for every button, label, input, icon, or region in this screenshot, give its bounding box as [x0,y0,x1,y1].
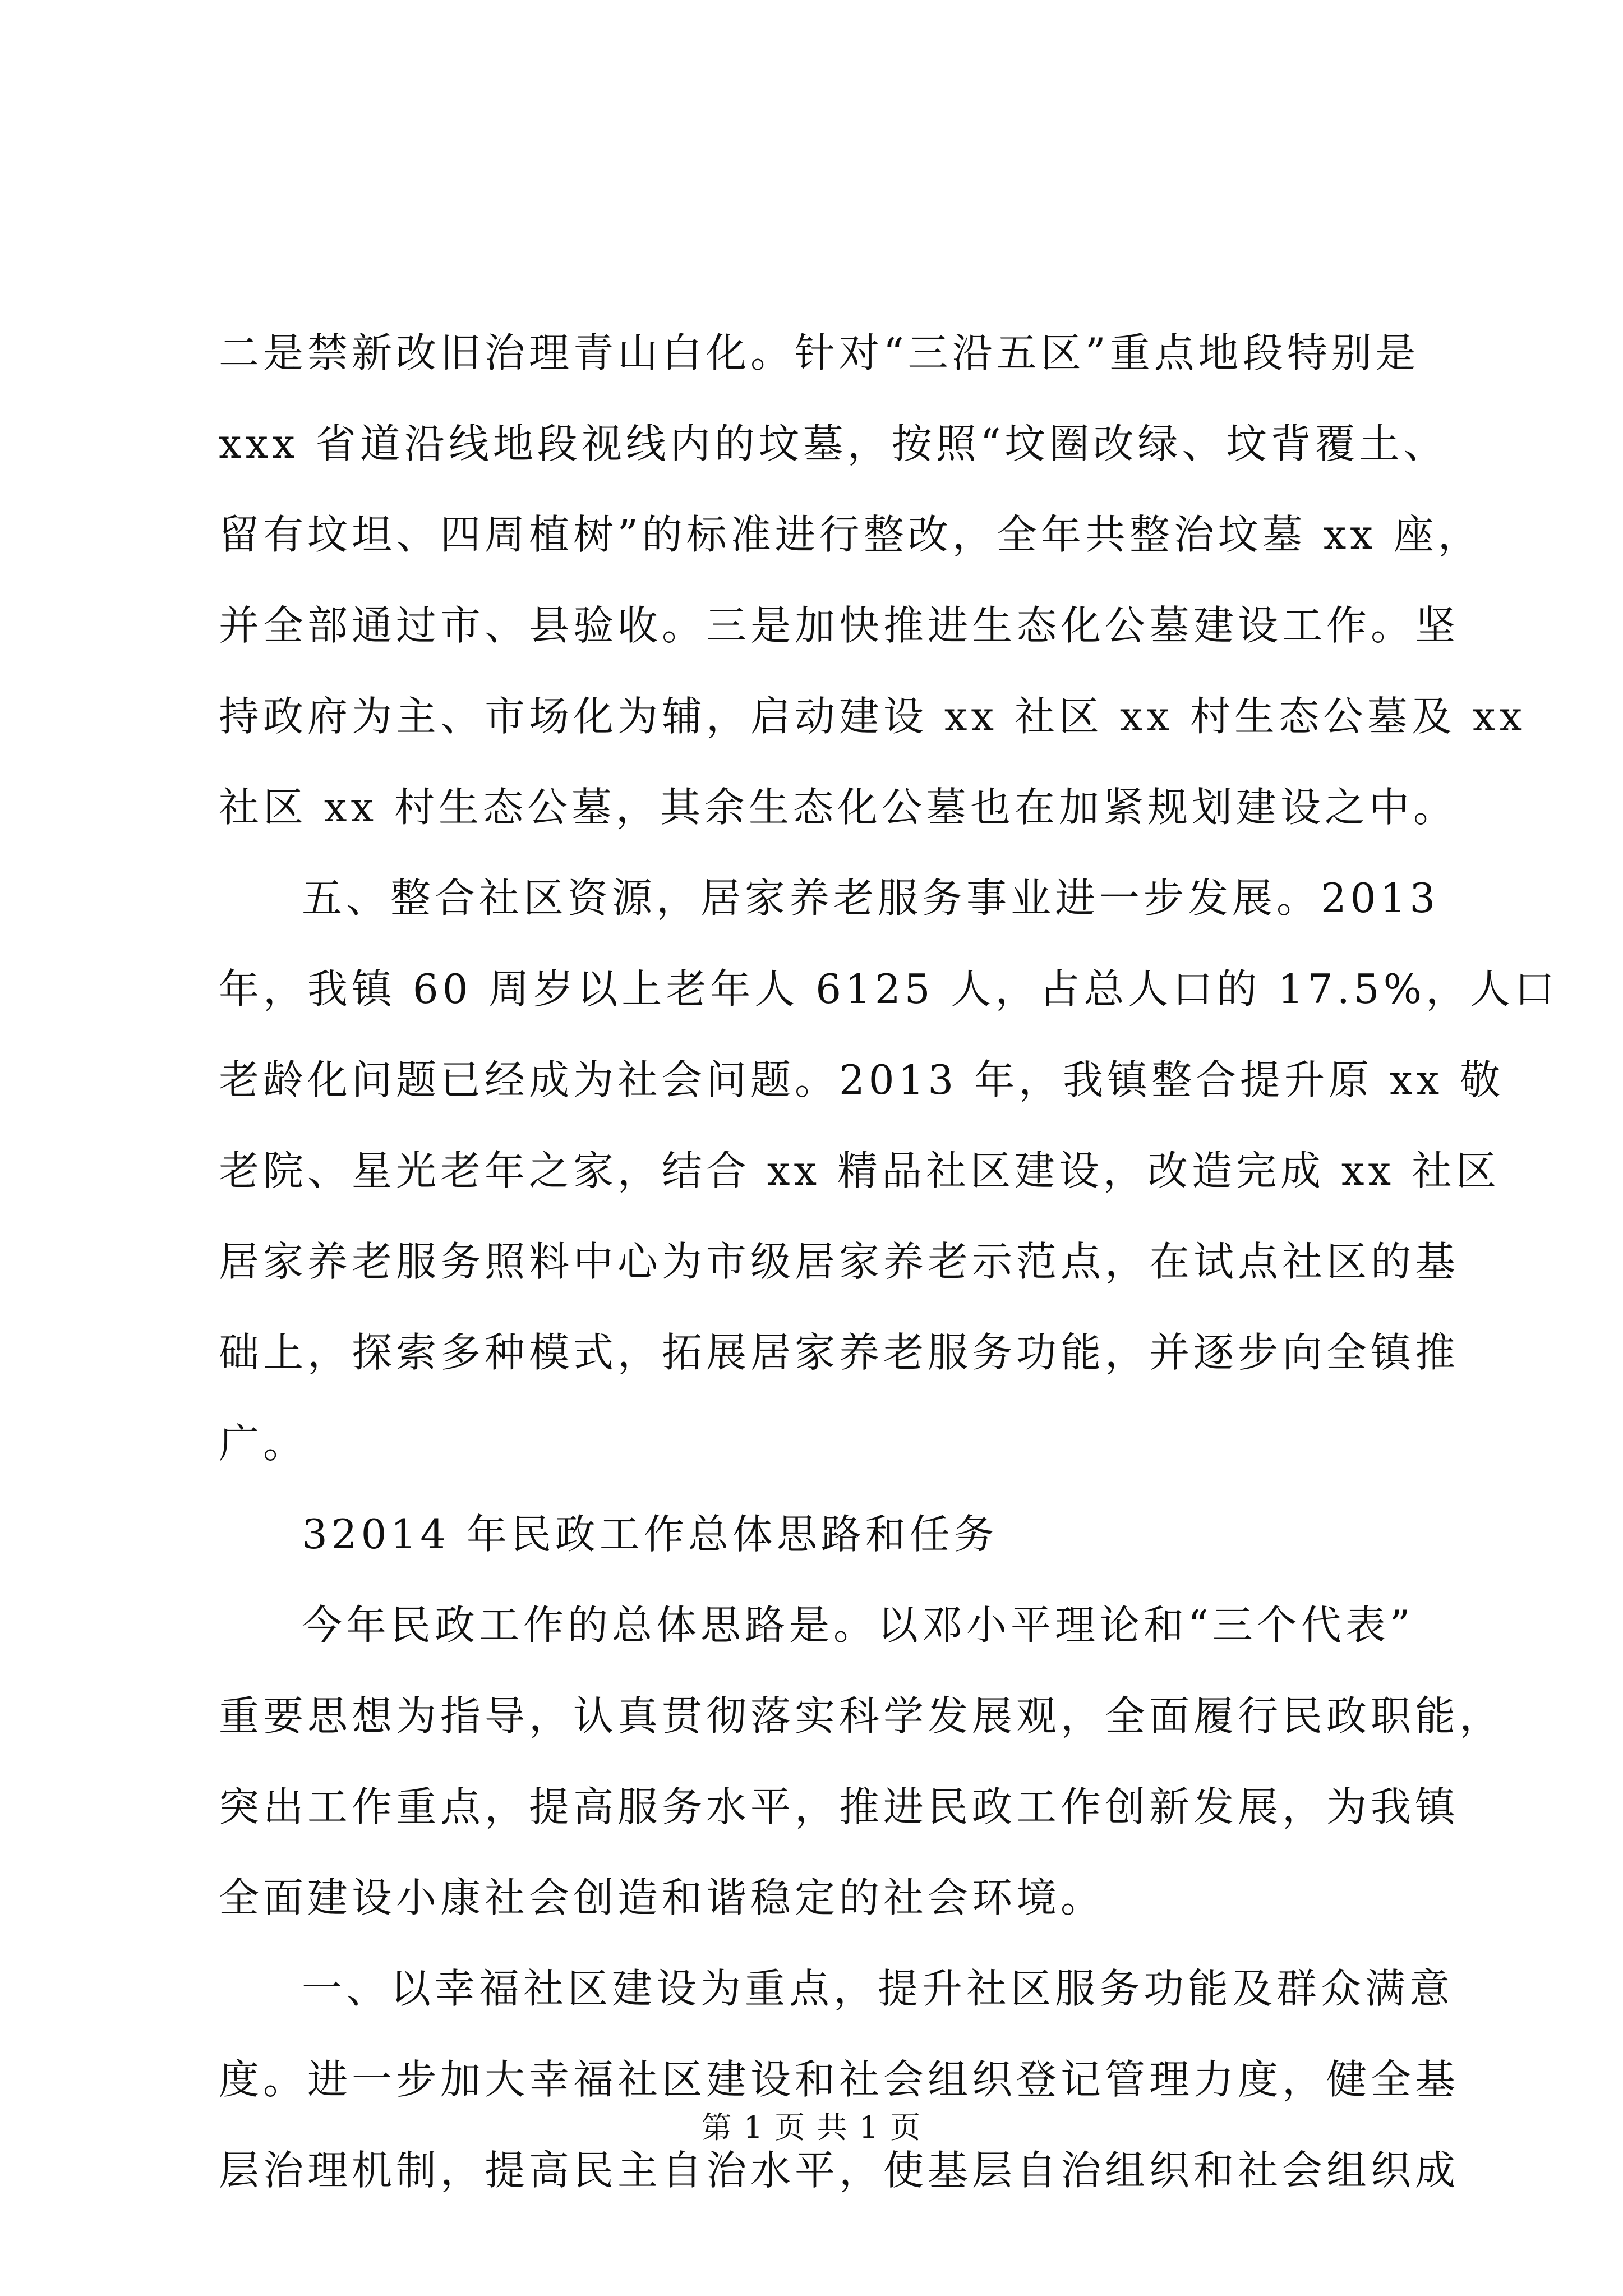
text-line: 础上，探索多种模式，拓展居家养老服务功能，并逐步向全镇推 [219,1329,1460,1376]
text-line: 二是禁新改旧治理青山白化。针对“三沿五区”重点地段特别是 [219,329,1420,376]
text-line: 持政府为主、市场化为辅，启动建设 xx 社区 xx 村生态公墓及 xx [219,693,1527,740]
text-line: 留有坟坦、四周植树”的标准进行整改，全年共整治坟墓 xx 座， [219,511,1482,558]
text-line: 度。进一步加大幸福社区建设和社会组织登记管理力度，健全基 [219,2056,1460,2103]
text-line: 老院、星光老年之家，结合 xx 精品社区建设，改造完成 xx 社区 [219,1147,1500,1194]
text-line: 层治理机制，提高民主自治水平，使基层自治组织和社会组织成 [219,2147,1460,2194]
page-number-label: 第 1 页 共 1 页 [701,2110,922,2145]
text-line: 重要思想为指导，认真贯彻落实科学发展观，全面履行民政职能， [219,1692,1504,1740]
text-line: 年，我镇 60 周岁以上老年人 6125 人，占总人口的 17.5%，人口 [219,965,1559,1013]
text-line: 突出工作重点，提高服务水平，推进民政工作创新发展，为我镇 [219,1783,1460,1830]
paragraph-start-line: 今年民政工作的总体思路是。以邓小平理论和“三个代表” [302,1602,1414,1649]
text-line: 老龄化问题已经成为社会问题。2013 年，我镇整合提升原 xx 敬 [219,1056,1505,1103]
document-body [219,307,1559,2216]
text-line: xxx 省道沿线地段视线内的坟墓，按照“坟圈改绿、坟背覆土、 [219,420,1448,467]
text-line: 社区 xx 村生态公墓，其余生态化公墓也在加紧规划建设之中。 [219,784,1458,831]
section-title: 32014 年民政工作总体思路和任务 [302,1511,998,1558]
section-heading-line: 五、整合社区资源，居家养老服务事业进一步发展。2013 [302,875,1440,922]
text-line: 全面建设小康社会创造和谐稳定的社会环境。 [219,1874,1105,1921]
text-line: 广。 [219,1420,308,1467]
text-line: 居家养老服务照料中心为市级居家养老示范点，在试点社区的基 [219,1238,1460,1285]
text-line: 并全部通过市、县验收。三是加快推进生态化公墓建设工作。坚 [219,602,1460,649]
page-footer [0,2104,1623,2147]
section-heading-line: 一、以幸福社区建设为重点，提升社区服务功能及群众满意 [302,1965,1454,2012]
